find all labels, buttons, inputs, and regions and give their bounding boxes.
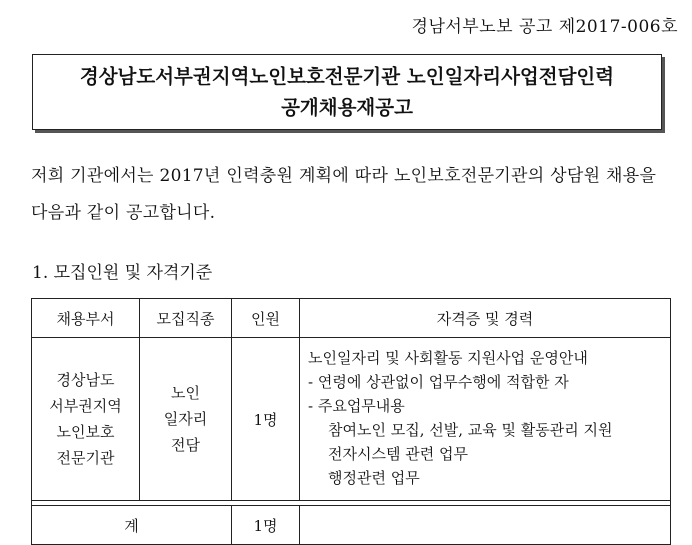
total-count: 1명 bbox=[232, 506, 300, 545]
job-line: 노인 bbox=[171, 384, 200, 402]
title-line-1: 경상남도서부권지역노인보호전문기관 노인일자리사업전담인력 bbox=[79, 65, 615, 88]
qualification-item: - 주요업무내용 bbox=[308, 397, 405, 415]
duty-item: 행정관련 업무 bbox=[328, 469, 420, 487]
qualification-item: - 연령에 상관없이 업무수행에 적합한 자 bbox=[308, 373, 569, 391]
department-line: 전문기관 bbox=[56, 449, 115, 467]
total-label: 계 bbox=[32, 506, 232, 545]
header-job-type: 모집직종 bbox=[140, 299, 232, 338]
announcement-title bbox=[32, 54, 662, 130]
table-header-row bbox=[32, 299, 671, 338]
document-number: 경남서부노보 공고 제2017-006호 bbox=[411, 17, 678, 37]
header-headcount: 인원 bbox=[232, 299, 300, 338]
department-line: 경상남도 bbox=[56, 371, 115, 389]
job-line: 일자리 bbox=[163, 410, 208, 428]
department-line: 서부권지역 bbox=[49, 397, 122, 415]
cell-headcount: 1명 bbox=[232, 338, 300, 501]
job-line: 전담 bbox=[171, 436, 200, 454]
table-total-row bbox=[32, 506, 671, 545]
total-note bbox=[300, 506, 671, 545]
duty-item: 참여노인 모집, 선발, 교육 및 활동관리 지원 bbox=[328, 421, 613, 439]
cell-department bbox=[32, 338, 140, 501]
intro-paragraph: 저희 기관에서는 2017년 인력충원 계획에 따라 노인보호전문기관의 상담원 채용을 다음과 같이 공고합니다. bbox=[31, 166, 657, 223]
qualification-heading: 노인일자리 및 사회활동 지원사업 운영안내 bbox=[308, 349, 588, 367]
department-line: 노인보호 bbox=[56, 423, 115, 441]
table-row bbox=[32, 338, 671, 501]
cell-qualifications bbox=[300, 338, 671, 501]
header-department: 채용부서 bbox=[32, 299, 140, 338]
recruitment-table bbox=[31, 298, 671, 545]
duty-item: 전자시스템 관련 업무 bbox=[328, 445, 468, 463]
header-qualifications: 자격증 및 경력 bbox=[300, 299, 671, 338]
cell-job-type bbox=[140, 338, 232, 501]
section-heading-recruitment: 1. 모집인원 및 자격기준 bbox=[32, 263, 213, 283]
title-line-2: 공개채용재공고 bbox=[281, 96, 413, 119]
